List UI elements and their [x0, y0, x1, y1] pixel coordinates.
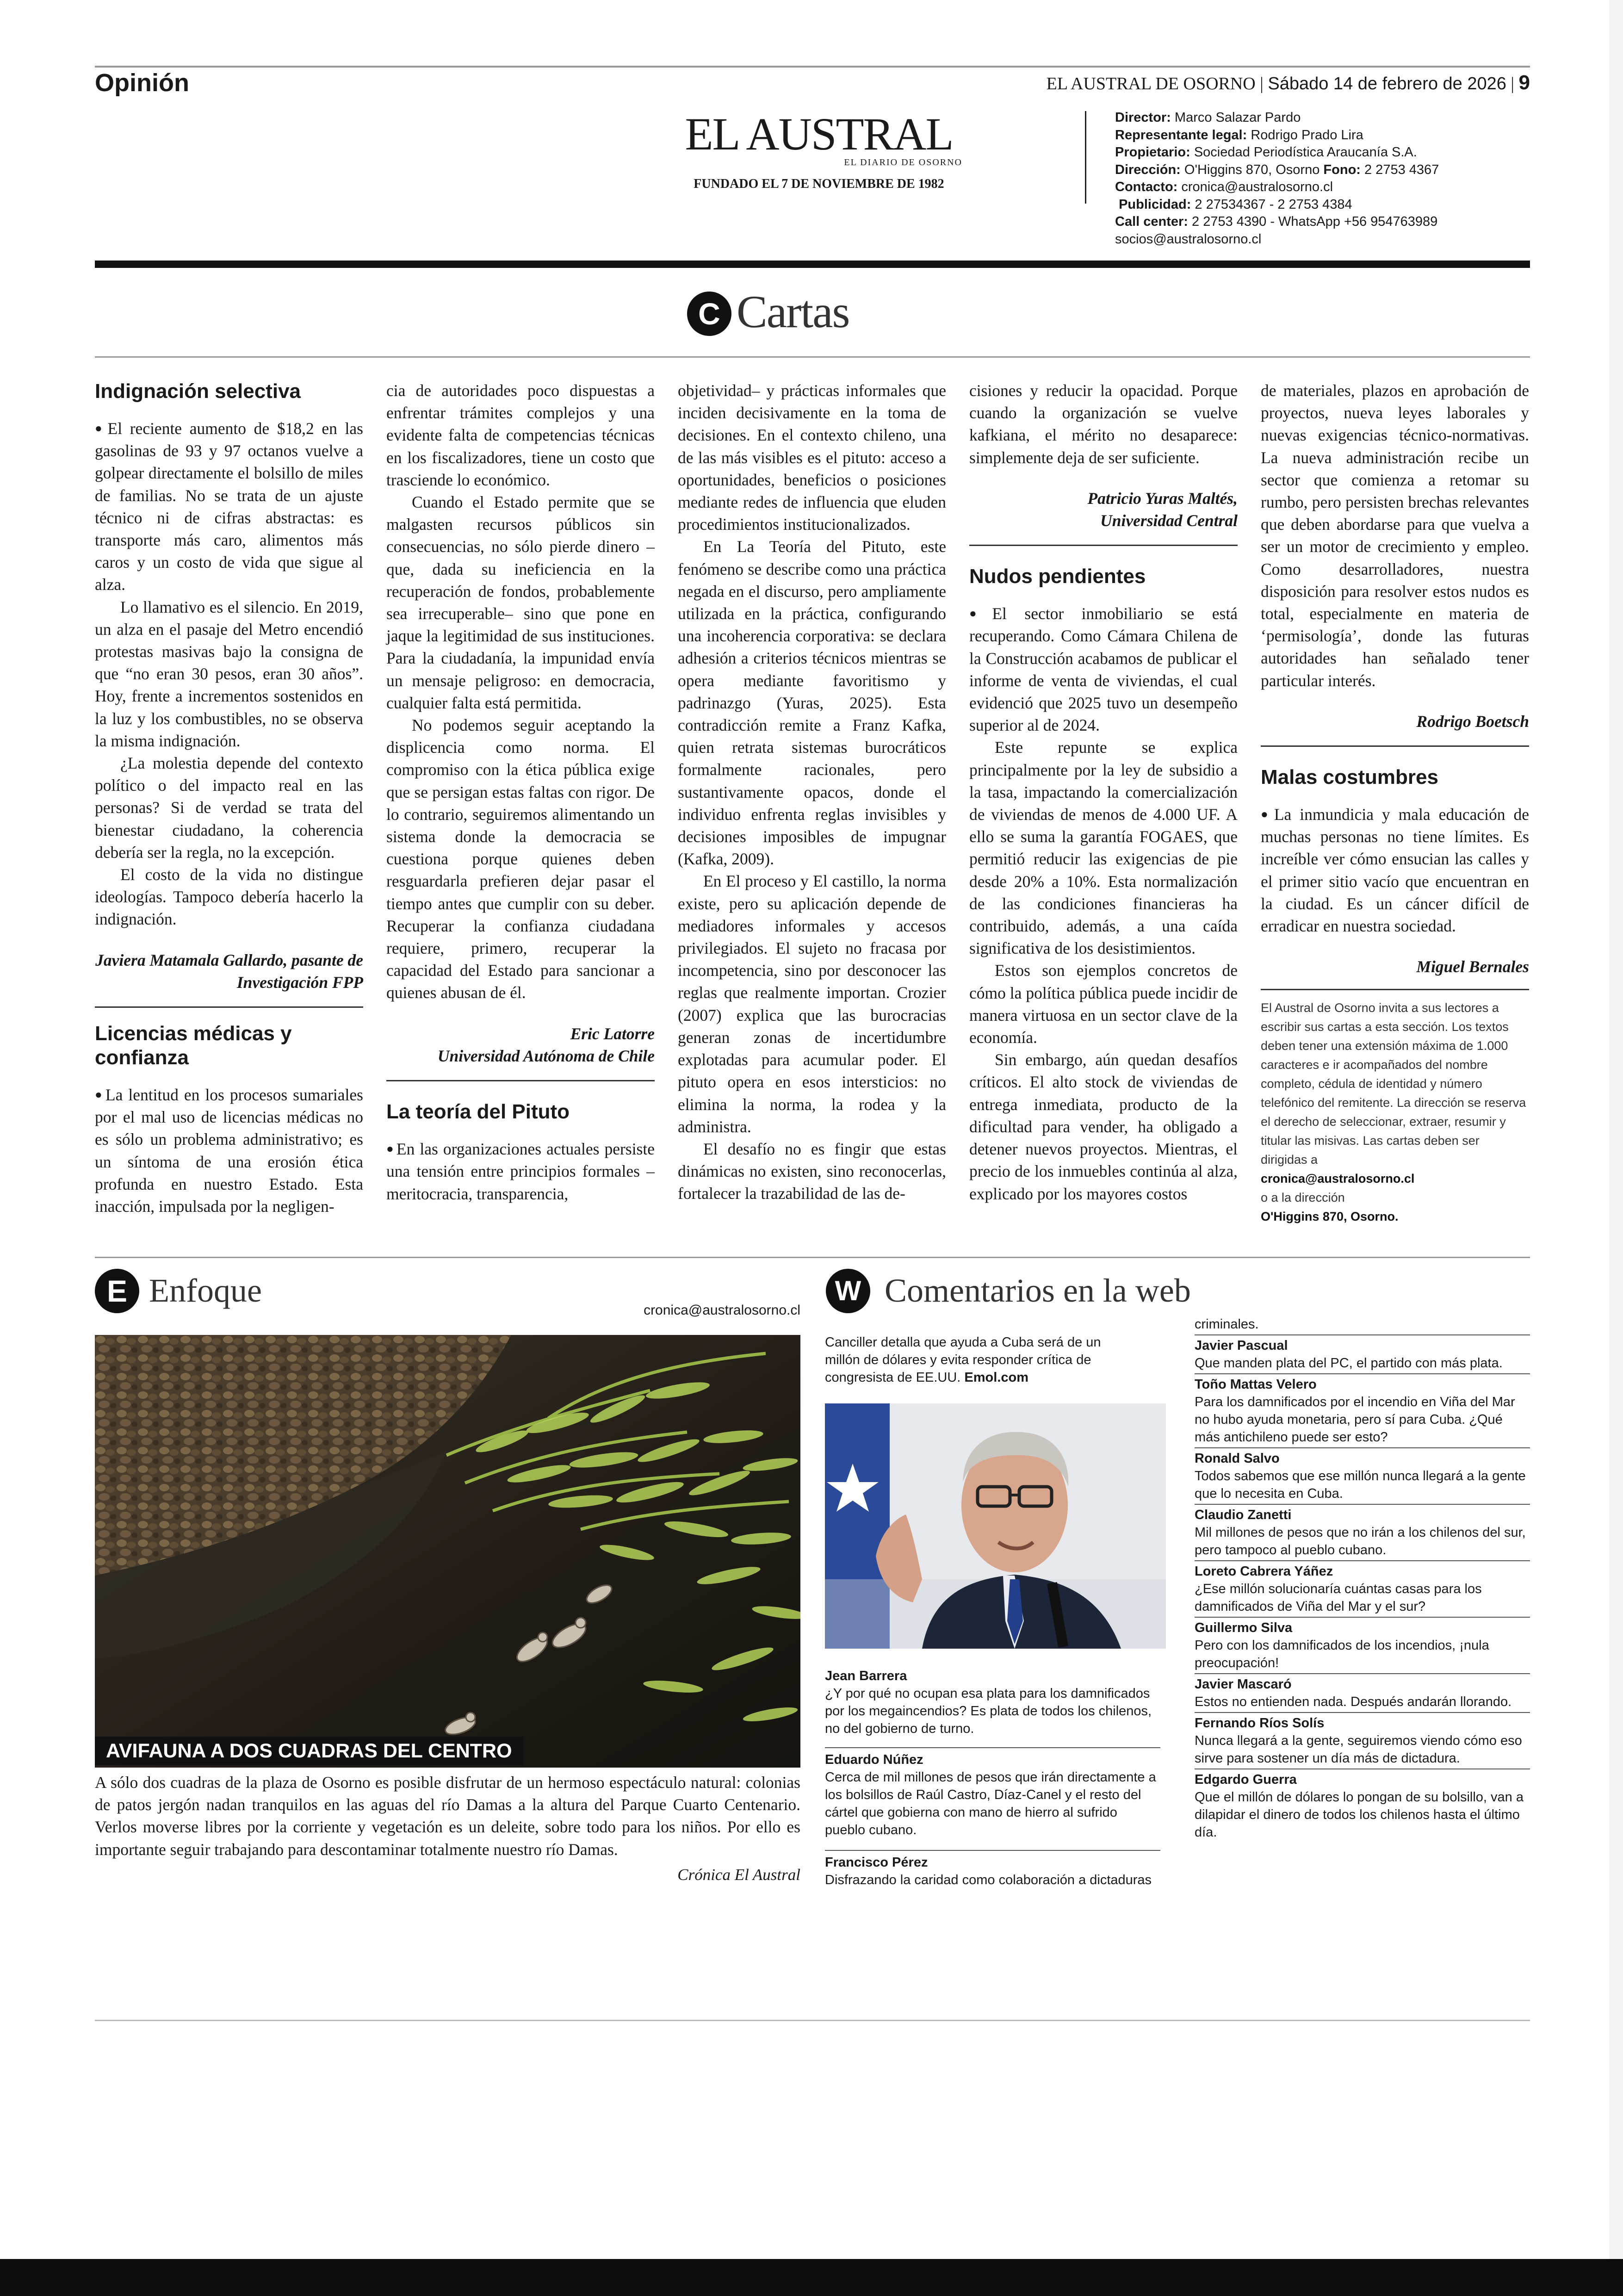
letter-paragraph: En La Teoría del Pituto, este fenómeno se describe como una práctica negada en el discurso, pero ampliamente utilizada en la práctica, configurando una incoherencia corporativa: se declara adhesión a criterios técnicos mientras se opera mediante favoritismo y padrinazgo (Yuras, 2025). Esta contradicción remite a Franz Kafka, quien retrata sistemas burocráticos formalmente racionales, pero sustantivamente opacos, donde el individuo enfrenta reglas invisibles y decisiones imposibles de impugnar (Kafka, 2009).: [678, 537, 946, 869]
comment-item: [825, 1854, 1160, 1889]
bottom-rule: [95, 2020, 1530, 2021]
staff-line: Dirección: O'Higgins 870, Osorno Fono: 2 2753 4367: [1115, 162, 1439, 177]
letter-signature: Universidad Central: [1100, 511, 1238, 530]
comment-item: [825, 1667, 1160, 1738]
comment-item: [1195, 1713, 1530, 1769]
staff-line: Contacto: cronica@australosorno.cl: [1115, 180, 1333, 194]
comment-text: ¿Y por qué no ocupan esa plata para los damnificados por los megaincendios? Es plata de todos los chilenos, no del gobierno de turno.: [825, 1686, 1152, 1736]
comment-author: Eduardo Núñez: [825, 1752, 923, 1767]
comment-item: [1195, 1374, 1530, 1448]
comment-item: [1195, 1335, 1530, 1374]
comment-author: Javier Mascaró: [1195, 1677, 1292, 1692]
comment-author: Guillermo Silva: [1195, 1620, 1293, 1635]
letter-paragraph: objetividad– y prácticas informales que inciden decisivamente en la toma de decisiones. En el contexto chileno, una de las más visibles es el pituto: acceso a oportunidades, beneficios o posiciones mediante redes de influencia que eluden procedimientos institucionalizados.: [678, 381, 946, 534]
letter-signature: Miguel Bernales: [1416, 957, 1529, 976]
comment-author: Edgardo Guerra: [1195, 1772, 1297, 1787]
comment-item: [825, 1751, 1160, 1839]
section-rule: [95, 1257, 1530, 1258]
letter-paragraph: El desafío no es fingir que estas dinámicas no existen, sino reconocerlas, fortalecer la trazabilidad de las de-: [678, 1139, 946, 1203]
comment-text: Estos no entienden nada. Después andarán llorando.: [1195, 1694, 1512, 1709]
staff-box: [1115, 109, 1494, 248]
web-logo-icon: W: [826, 1269, 870, 1313]
cartas-logo-icon: C: [687, 292, 731, 336]
comment-text: Que manden plata del PC, el partido con más plata.: [1195, 1356, 1503, 1371]
submission-note: El Austral de Osorno invita a sus lectores a escribir sus cartas a esta sección. Los textos deben tener una extensión máxima de 1.000 caracteres e ir acompañados del nombre completo, cédula de identidad y número telefónico del remitente. La dirección se reserva el derecho de seleccionar, extraer, resumir y titular las misivas. Las cartas deben ser dirigidas a cronica@australosorno.cl o a la dirección O'Higgins 870, Osorno.: [1261, 1001, 1526, 1224]
comment-text: Cerca de mil millones de pesos que irán directamente a los bolsillos de Raúl Castro, Díaz-Canel y el resto del cártel que gobierna con mano de hierro al sufrido pueblo cubano.: [825, 1770, 1156, 1837]
letter-paragraph: En El proceso y El castillo, la norma existe, pero su aplicación depende de mediadores informales y accesos privilegiados. El sujeto no fracasa por incompetencia, sino por desconocer las reglas que realmente importan. Crozier (2007) explica que las burocracias generan zonas de incertidumbre explotadas para acumular poder. El pituto opera en esos intersticios: no elimina la norma, la rodea y la administra.: [678, 872, 946, 1136]
comment-text: ¿Ese millón solucionaría cuántas casas para los damnificados de Viña del Mar y el sur?: [1195, 1582, 1482, 1614]
web-lead: Canciller detalla que ayuda a Cuba será de un millón de dólares y evita responder crítica de congresista de EE.UU. Emol.com: [825, 1335, 1101, 1385]
photo-caption: AVIFAUNA A DOS CUADRAS DEL CENTRO: [95, 1737, 523, 1765]
comment-author: Claudio Zanetti: [1195, 1508, 1292, 1522]
masthead-divider: [1085, 111, 1086, 204]
letter-paragraph: ● En las organizaciones actuales persiste una tensión entre principios formales –meritocracia, transparencia,: [386, 1138, 655, 1205]
staff-line: Representante legal: Rodrigo Prado Lira: [1115, 127, 1363, 143]
letter-paragraph: Estos son ejemplos concretos de cómo la política pública puede incidir de manera virtuosa en un sector clave de la economía.: [969, 961, 1238, 1047]
comment-item: [1195, 1505, 1530, 1561]
cartas-title: Cartas: [737, 286, 849, 337]
letters-column-5: [1261, 379, 1529, 1226]
comment-author: Francisco Pérez: [825, 1855, 928, 1870]
staff-line: Call center: 2 2753 4390 - WhatsApp +56 954763989: [1115, 214, 1438, 229]
comment-author: Fernando Ríos Solís: [1195, 1716, 1325, 1731]
comment-text: Pero con los damnificados de los incendios, ¡nula preocupación!: [1195, 1638, 1489, 1670]
comment-author: Toño Mattas Velero: [1195, 1377, 1317, 1392]
web-source: Emol.com: [964, 1370, 1029, 1385]
comment-text: Mil millones de pesos que no irán a los chilenos del sur, pero tampoco al pueblo cubano.: [1195, 1525, 1526, 1558]
letter-paragraph: cisiones y reducir la opacidad. Porque cuando la organización se vuelve kafkiana, el mérito no desaparece: simplemente deja de ser suficiente.: [969, 381, 1238, 467]
letter-paragraph: Este repunte se explica principalmente por la ley de subsidio a la tasa, impactando la comercialización de viviendas de menos de 4.000 UF. A ello se suma la garantía FOGAES, que permitió reducir las exigencias de pie desde 20% a 10%. Esta normalización de las condiciones financieras ha contribuido, además, a una caída significativa de los desistimientos.: [969, 738, 1238, 958]
comment-author: Jean Barrera: [825, 1669, 907, 1683]
letter-title: Nudos pendientes: [969, 565, 1146, 588]
paper-name: EL AUSTRAL DE OSORNO: [1046, 74, 1256, 93]
comment-author: Loreto Cabrera Yáñez: [1195, 1564, 1333, 1579]
letter-paragraph: Cuando el Estado permite que se malgasten recursos públicos sin consecuencias, no sólo pierde dinero –que, dada su ineficiencia en la recuperación de fondos, probablemente sea irrecuperable– sino que pone en jaque la legitimidad de sus instituciones. Para la ciudadanía, la impunidad envía un mensaje peligroso: en democracia, cualquier falta está permitida.: [386, 493, 655, 712]
enfoque-email[interactable]: cronica@australosorno.cl: [644, 1303, 800, 1318]
comment-text: Disfrazando la caridad como colaboración a dictaduras: [825, 1873, 1152, 1887]
comment-text: Nunca llegará a la gente, seguiremos viendo cómo eso sirve para sostener un día más de dictadura.: [1195, 1733, 1522, 1766]
enfoque-title: Enfoque: [149, 1272, 262, 1309]
header-rule-thick: [95, 261, 1530, 268]
letters-column-3: [678, 379, 946, 1205]
masthead-logo: EL AUSTRAL: [685, 108, 953, 160]
letter-signature: Eric Latorre: [570, 1024, 655, 1043]
letter-paragraph: Sin embargo, aún quedan desafíos críticos. El alto stock de viviendas de entrega inmediata, producto de la dificultad para vender, ha obligado a detener nuevos proyectos. Mientras, el precio de los inmuebles continúa al alza, explicado por los mayores costos: [969, 1050, 1238, 1203]
comment-item: [1195, 1448, 1530, 1505]
letter-signature: Universidad Autónoma de Chile: [437, 1046, 655, 1065]
staff-line: Director: Marco Salazar Pardo: [1115, 110, 1301, 125]
letter-paragraph: cia de autoridades poco dispuestas a enfrentar trámites complejos y una evidente falta de competencias técnicas en los fiscalizadores, tiene un costo que trasciende lo económico.: [386, 381, 655, 489]
photo-credit: Crónica El Austral: [677, 1866, 800, 1884]
comment-item: [1195, 1769, 1530, 1843]
comment-separator: [825, 1850, 1160, 1851]
minister-photo: [825, 1403, 1166, 1649]
staff-line: socios@australosorno.cl: [1115, 231, 1262, 247]
letter-paragraph: ¿La molestia depende del contexto político o del impacto real en las personas? Si de verdad se trata del bienestar ciudadano, la coherencia debería ser la regla, no la excepción.: [95, 754, 363, 862]
comment-continuation: criminales.: [1195, 1314, 1530, 1335]
page-number: 9: [1518, 71, 1530, 94]
header-rule: [95, 66, 1530, 68]
page-edge: [1609, 0, 1623, 2259]
river-ducks-photo: [95, 1335, 800, 1768]
letter-paragraph: Lo llamativo es el silencio. En 2019, un alza en el pasaje del Metro encendió protestas masivas bajo la consigna de que “no eran 30 pesos, eran 30 años”. Hoy, frente a incrementos sostenidos en la luz y los combustibles, no se observa la misma indignación.: [95, 597, 363, 750]
cartas-rule: [95, 356, 1530, 358]
letter-title: La teoría del Pituto: [386, 1100, 570, 1123]
comment-item: [1195, 1561, 1530, 1618]
comment-author: Javier Pascual: [1195, 1338, 1288, 1353]
letter-paragraph: ● La inmundicia y mala educación de muchas personas no tiene límites. Es increíble ver cómo ensucian las calles y el primer sitio vacío que encuentran en la ciudad. Es un cáncer difícil de erradicar en nuestra sociedad.: [1261, 803, 1529, 937]
letter-paragraph: No podemos seguir aceptando la displicencia como norma. El compromiso con la ética pública exige que se persigan estas faltas con rigor. De lo contrario, seguiremos alimentando un sistema donde la democracia se cuestiona porque quienes deben resguardarla prefieren dejar pasar el tiempo antes que cumplir con su deber. Recuperar la confianza ciudadana requiere, primero, recuperar la capacidad del Estado para sancionar a quienes abusan de él.: [386, 716, 655, 1002]
comments-list-right: [1195, 1314, 1530, 1843]
letter-title: Indignación selectiva: [95, 380, 301, 403]
letter-signature: Javiera Matamala Gallardo, pasante de Investigación FPP: [95, 950, 363, 992]
letters-column-1: [95, 379, 363, 1217]
letter-signature: Rodrigo Boetsch: [1416, 712, 1529, 731]
comment-text: Para los damnificados por el incendio en Viña del Mar no hubo ayuda monetaria, pero sí para Cuba. ¿Qué más antichileno puede ser esto?: [1195, 1395, 1515, 1445]
letter-title: Malas costumbres: [1261, 766, 1438, 789]
staff-line: Publicidad: 2 27534367 - 2 2753 4384: [1119, 197, 1352, 212]
letter-paragraph: ● La lentitud en los procesos sumariales por el mal uso de licencias médicas no es sólo un problema administrativo; es un síntoma de una erosión ética profunda en nuestro Estado. Esta inacción, impulsada por la negligen-: [95, 1084, 363, 1217]
letter-signature: Patricio Yuras Maltés,: [1087, 489, 1238, 508]
footer-band: [0, 2259, 1623, 2296]
comment-text: Que el millón de dólares lo pongan de su bolsillo, van a dilapidar el dinero de todos los chilenos hasta el último día.: [1195, 1790, 1524, 1840]
issue-date: Sábado 14 de febrero de 2026: [1268, 74, 1506, 93]
letter-title: Licencias médicas y confianza: [95, 1022, 292, 1069]
section-label: Opinión: [95, 69, 189, 97]
letter-paragraph: ● El reciente aumento de $18,2 en las gasolinas de 93 y 97 octanos vuelve a golpear directamente el bolsillo de miles de familias. No se trata de un ajuste técnico ni de cifras abstractas: es transporte más caro, alimentos más caros y un costo de vida que sigue al alza.: [95, 417, 363, 596]
comment-separator: [825, 1747, 1160, 1748]
letters-column-2: [386, 379, 655, 1205]
letter-paragraph: ● El sector inmobiliario se está recuperando. Como Cámara Chilena de la Construcción acabamos de publicar el informe de venta de viviendas, el cual evidenció que 2025 tuvo un desempeño superior al de 2024.: [969, 602, 1238, 736]
contact-email[interactable]: cronica@australosorno.cl: [1261, 1172, 1415, 1186]
staff-line: Propietario: Sociedad Periodística Araucanía S.A.: [1115, 145, 1417, 160]
folio: EL AUSTRAL DE OSORNO | Sábado 14 de febrero de 2026 | 9: [1046, 71, 1530, 94]
letter-paragraph: El costo de la vida no distingue ideologías. Tampoco debería hacerlo la indignación.: [95, 865, 363, 929]
letters-column-4: [969, 379, 1238, 1205]
enfoque-logo-icon: E: [95, 1269, 139, 1313]
comment-item: [1195, 1674, 1530, 1713]
masthead-founded: FUNDADO EL 7 DE NOVIEMBRE DE 1982: [694, 177, 944, 191]
comment-author: Ronald Salvo: [1195, 1451, 1280, 1466]
enfoque-text: A sólo dos cuadras de la plaza de Osorno es posible disfrutar de un hermoso espectáculo natural: colonias de patos jergón nadan tranquilos en las aguas del río Damas a la altura del Parque Cuarto Centenario. Verlos moverse libres por la corriente y vegetación es un deleite, sobre todo para los niños. Por ello es importante seguir trabajando para descontaminar totalmente nuestro río Damas.: [95, 1773, 800, 1859]
web-comments-title: Comentarios en la web: [885, 1272, 1191, 1309]
letter-paragraph: de materiales, plazos en aprobación de proyectos, nueva leyes laborales y nuevas exigencias técnico-normativas. La nueva administración recibe un sector que comienza a retomar su rumbo, pero persisten brechas relevantes que deben abordarse para que vuelva a ser un motor de crecimiento y empleo. Como desarrolladores, nuestra disposición para resolver estos nudos es total, especialmente en materia de ‘permisología’, donde las futuras autoridades han señalado tener particular interés.: [1261, 381, 1529, 690]
comment-text: Todos sabemos que ese millón nunca llegará a la gente que lo necesita en Cuba.: [1195, 1469, 1526, 1501]
comment-item: [1195, 1618, 1530, 1674]
masthead-subtitle: EL DIARIO DE OSORNO: [844, 157, 962, 168]
